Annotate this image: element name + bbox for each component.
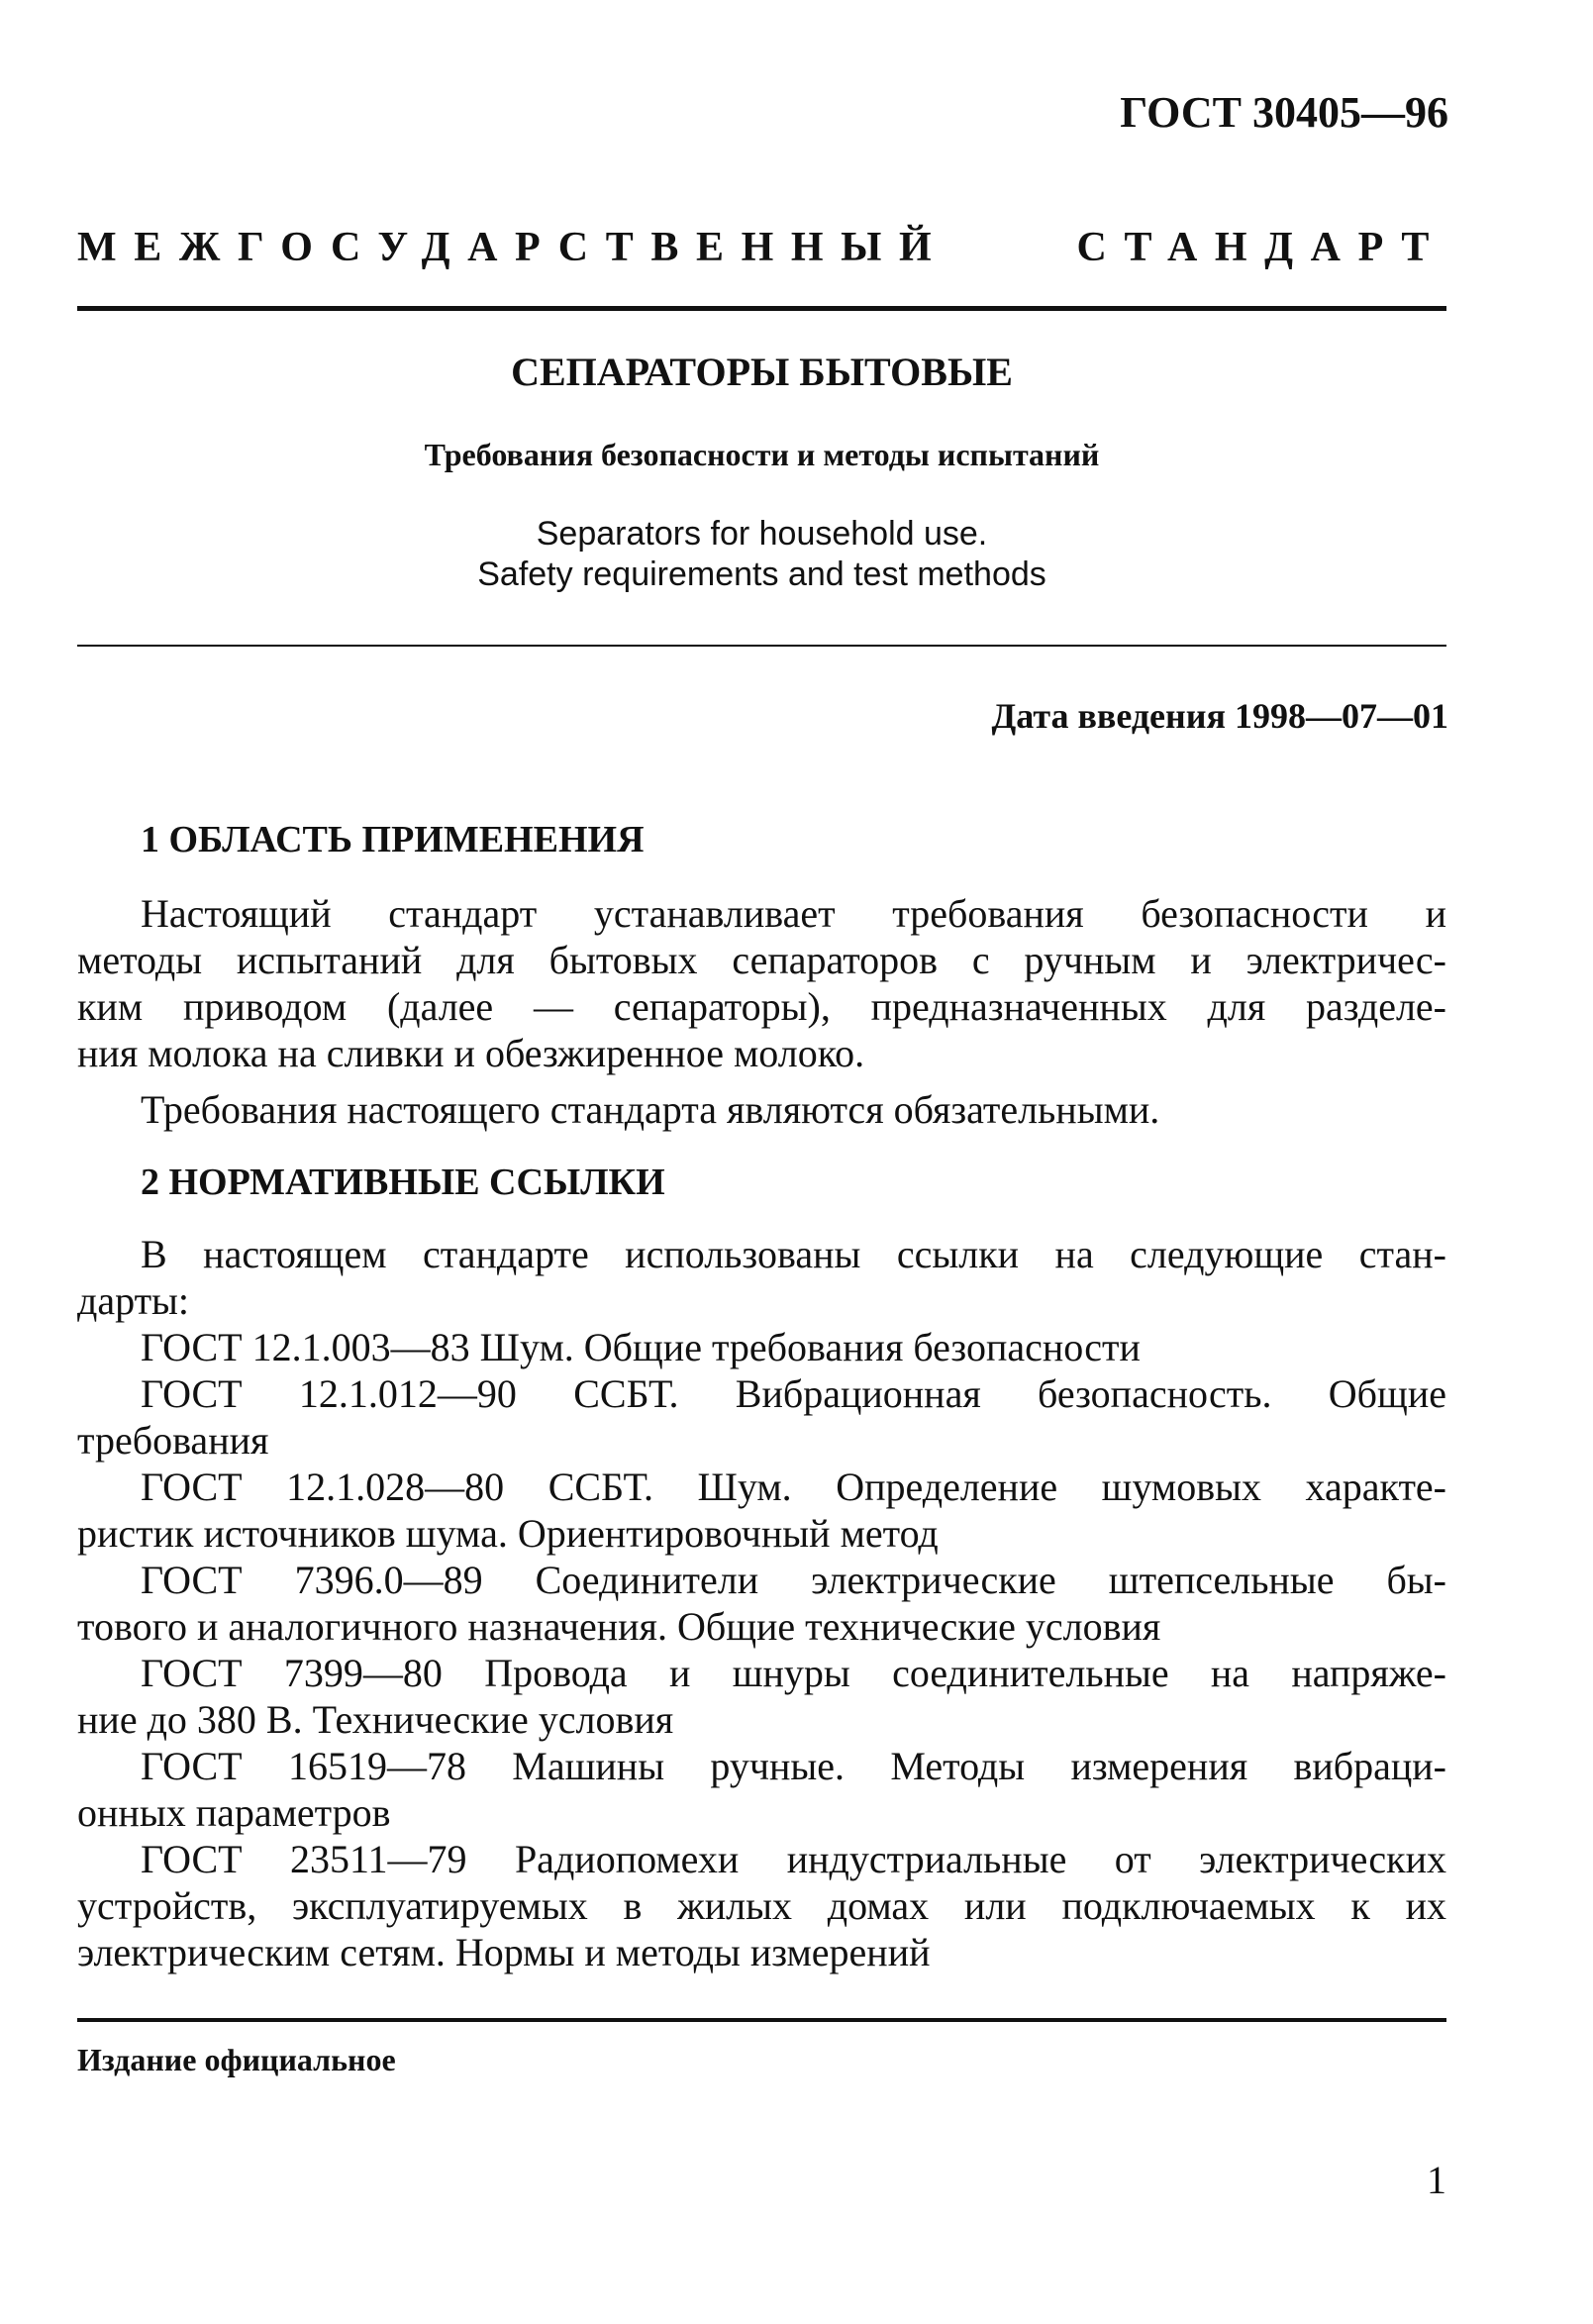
reference-gost-7396-0	[77, 1557, 1446, 1650]
footer-rule	[77, 2018, 1446, 2022]
reference-gost-16519	[77, 1743, 1446, 1836]
text-line: ГОСТ 16519—78 Машины ручные. Методы измерения вибраци-	[141, 1744, 1446, 1788]
page-number: 1	[1427, 2158, 1446, 2202]
reference-gost-7399	[77, 1650, 1446, 1743]
section-1-heading: 1 ОБЛАСТЬ ПРИМЕНЕНИЯ	[141, 819, 645, 860]
text-line: ГОСТ 7396.0—89 Соединители электрические штепсельные бы-	[141, 1558, 1446, 1602]
reference-gost-12-1-012	[77, 1370, 1446, 1464]
edition-note: Издание официальное	[77, 2042, 396, 2077]
text-line: электрическим сетям. Нормы и методы измерений	[77, 1930, 931, 1974]
section-1-paragraph-1	[77, 890, 1446, 1076]
document-subtitle-en-line-1: Separators for household use.	[536, 515, 988, 553]
text-line: ние до 380 В. Технические условия	[77, 1697, 674, 1742]
standard-type-heading: МЕЖГОСУДАРСТВЕННЫЙ СТАНДАРТ	[77, 225, 1446, 270]
text-line: онных параметров	[77, 1790, 391, 1835]
reference-gost-23511	[77, 1836, 1446, 1975]
text-line: устройств, эксплуатируемых в жилых домах или подключаемых к их	[77, 1883, 1446, 1928]
section-1-paragraph-2: Требования настоящего стандарта являются обязательными.	[141, 1087, 1160, 1132]
introduction-date: Дата введения 1998—07—01	[991, 696, 1448, 736]
text-line: дарты:	[77, 1278, 190, 1323]
text-line: В настоящем стандарте использованы ссылки на следующие стан-	[141, 1232, 1446, 1276]
text-line: тового и аналогичного назначения. Общие технические условия	[77, 1604, 1161, 1649]
text-line: методы испытаний для бытовых сепараторов с ручным и электричес-	[77, 938, 1446, 982]
text-line: ристик источников шума. Ориентировочный метод	[77, 1511, 939, 1556]
text-line: ким приводом (далее — сепараторы), предназначенных для разделе-	[77, 984, 1446, 1029]
document-subtitle-en-line-2: Safety requirements and test methods	[477, 556, 1046, 593]
reference-gost-12-1-003	[77, 1324, 1446, 1370]
section-2-intro	[77, 1231, 1446, 1324]
title-rule	[77, 645, 1446, 647]
text-line: ГОСТ 7399—80 Провода и шнуры соединительные на напряже-	[141, 1651, 1446, 1695]
document-title: СЕПАРАТОРЫ БЫТОВЫЕ	[511, 350, 1013, 394]
document-number: ГОСТ 30405—96	[1120, 88, 1448, 137]
reference-gost-12-1-028	[77, 1464, 1446, 1557]
text-line: ГОСТ 12.1.003—83 Шум. Общие требования безопасности	[141, 1325, 1141, 1369]
text-line: ГОСТ 12.1.012—90 ССБТ. Вибрационная безопасность. Общие	[141, 1371, 1446, 1416]
text-line: Настоящий стандарт устанавливает требования безопасности и	[141, 891, 1446, 936]
section-2-heading: 2 НОРМАТИВНЫЕ ССЫЛКИ	[141, 1162, 665, 1203]
text-line: ния молока на сливки и обезжиренное молоко.	[77, 1031, 865, 1075]
document-subtitle-ru: Требования безопасности и методы испытаний	[424, 437, 1100, 472]
text-line: ГОСТ 23511—79 Радиопомехи индустриальные от электрических	[141, 1837, 1446, 1881]
text-line: ГОСТ 12.1.028—80 ССБТ. Шум. Определение шумовых характе-	[141, 1465, 1446, 1509]
header-rule	[77, 306, 1446, 311]
text-line: требования	[77, 1418, 269, 1463]
